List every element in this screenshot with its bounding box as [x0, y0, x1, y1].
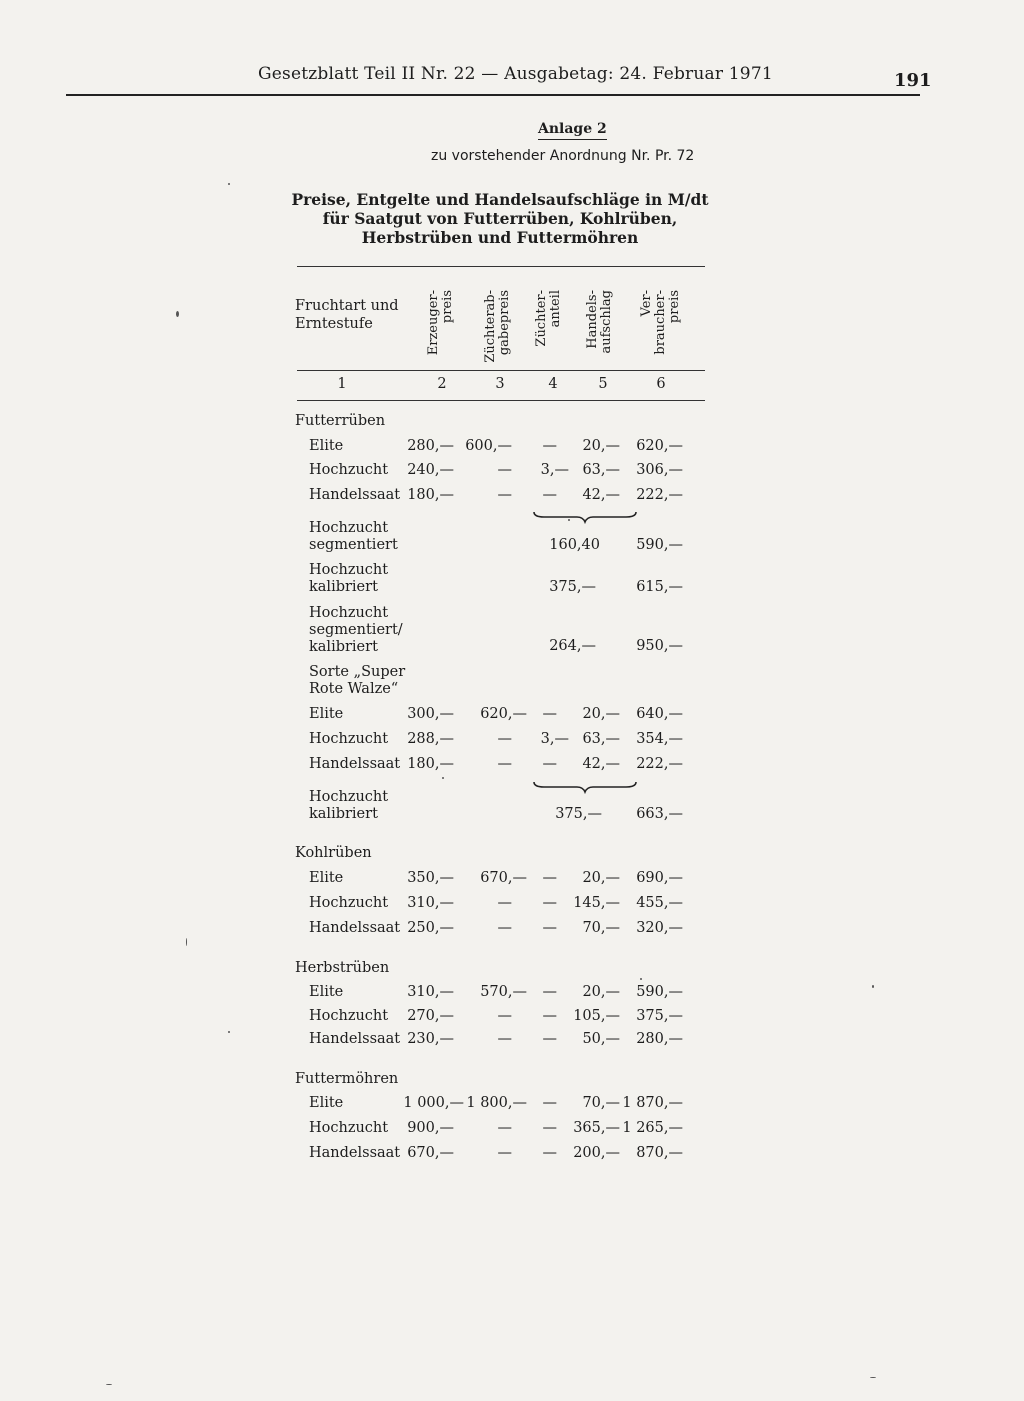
scan-speck: [640, 978, 642, 980]
cell-producer-price: 1 000,—: [403, 1095, 464, 1111]
cell-breeder-share: —: [542, 870, 557, 886]
page-number: 191: [894, 70, 932, 91]
cell-consumer-price: 306,—: [636, 462, 683, 478]
title-line: für Saatgut von Futterrüben, Kohlrüben,: [322, 209, 678, 228]
cell-consumer-price: 375,—: [636, 1008, 683, 1024]
cell-consumer-price: 455,—: [636, 895, 683, 911]
cell-consumer-price: 590,—: [636, 537, 683, 553]
cell-trade-markup: 145,—: [573, 895, 620, 911]
scan-speck: [872, 985, 874, 988]
cell-consumer-price: 354,—: [636, 731, 683, 747]
scan-speck: [228, 1031, 230, 1033]
cell-producer-price: 310,—: [407, 984, 454, 1000]
row-label-combined: Hochzucht kalibriert: [309, 789, 389, 822]
row-label: Handelssaat: [309, 487, 401, 503]
row-label: Elite: [309, 706, 344, 722]
cell-breeder-levy: —: [497, 487, 512, 503]
scan-speck: [176, 311, 179, 317]
cell-combined-value: 375,—: [549, 579, 596, 595]
brace-combined-columns: [532, 510, 638, 524]
scan-speck: [870, 1377, 876, 1378]
cell-breeder-share: —: [542, 706, 557, 722]
cell-breeder-levy: —: [497, 1008, 512, 1024]
brace-combined-columns: [532, 780, 638, 794]
row-label-combined: Hochzucht segmentiert/ kalibriert: [309, 605, 403, 655]
cell-combined-value: 264,—: [549, 638, 596, 654]
column-number: 4: [548, 376, 558, 392]
group-label-kohlrueben: Kohlrüben: [295, 845, 372, 861]
cell-producer-price: 350,—: [407, 870, 454, 886]
cell-breeder-levy: 600,—: [465, 438, 512, 454]
cell-trade-markup: 70,—: [582, 1095, 620, 1111]
cell-breeder-share: —: [542, 1095, 557, 1111]
cell-consumer-price: 590,—: [636, 984, 683, 1000]
cell-consumer-price: 870,—: [636, 1145, 683, 1161]
cell-breeder-share: 3,—: [540, 462, 569, 478]
cell-breeder-share: —: [542, 438, 557, 454]
cell-breeder-levy: 670,—: [480, 870, 527, 886]
cell-producer-price: 280,—: [407, 438, 454, 454]
cell-breeder-share: —: [542, 756, 557, 772]
cell-trade-markup: 42,—: [582, 756, 620, 772]
cell-producer-price: 250,—: [407, 920, 454, 936]
cell-breeder-levy: 1 800,—: [466, 1095, 527, 1111]
cell-breeder-share: 3,—: [540, 731, 569, 747]
cell-trade-markup: 20,—: [582, 870, 620, 886]
column-number: 3: [495, 376, 505, 392]
row-label: Handelssaat: [309, 1031, 401, 1047]
row-label-combined: Hochzucht segmentiert: [309, 520, 398, 553]
cell-trade-markup: 20,—: [582, 706, 620, 722]
cell-trade-markup: 20,—: [582, 438, 620, 454]
cell-producer-price: 240,—: [407, 462, 454, 478]
row-label: Handelssaat: [309, 1145, 401, 1161]
cell-consumer-price: 615,—: [636, 579, 683, 595]
cell-breeder-levy: 570,—: [480, 984, 527, 1000]
annex-reference: zu vorstehender Anordnung Nr. Pr. 72: [431, 148, 695, 164]
cell-producer-price: 270,—: [407, 1008, 454, 1024]
cell-breeder-levy: —: [497, 1145, 512, 1161]
row-label: Elite: [309, 438, 344, 454]
cell-trade-markup: 70,—: [582, 920, 620, 936]
column-header-breeder-share: Züchter- anteil: [534, 290, 563, 347]
cell-breeder-levy: 620,—: [480, 706, 527, 722]
scan-speck: [106, 1384, 112, 1385]
cell-trade-markup: 365,—: [573, 1120, 620, 1136]
cell-breeder-share: —: [542, 920, 557, 936]
cell-breeder-levy: —: [497, 1031, 512, 1047]
row-label: Hochzucht: [309, 895, 389, 911]
cell-breeder-share: —: [542, 1008, 557, 1024]
row-label: Hochzucht: [309, 462, 389, 478]
cell-trade-markup: 20,—: [582, 984, 620, 1000]
cell-consumer-price: 1 265,—: [622, 1120, 683, 1136]
cell-breeder-levy: —: [497, 731, 512, 747]
row-label: Elite: [309, 870, 344, 886]
cell-producer-price: 180,—: [407, 487, 454, 503]
column-header-breeder-levy: Züchterab- gabepreis: [483, 290, 512, 363]
row-label: Hochzucht: [309, 731, 389, 747]
column-number: 1: [337, 376, 347, 392]
column-header-consumer-price: Ver- braucher- preis: [639, 290, 682, 355]
cell-consumer-price: 1 870,—: [622, 1095, 683, 1111]
scan-speck: [568, 519, 570, 521]
header-bottom-rule: [297, 370, 705, 371]
cell-breeder-share: —: [542, 1145, 557, 1161]
annex-label: Anlage 2: [538, 121, 607, 140]
table-title: [280, 190, 720, 247]
column-header-producer-price: Erzeuger- preis: [426, 290, 455, 356]
cell-producer-price: 900,—: [407, 1120, 454, 1136]
cell-combined-value: 375,—: [555, 806, 602, 822]
cell-breeder-levy: —: [497, 462, 512, 478]
row-label-combined: Hochzucht kalibriert: [309, 562, 389, 595]
column-header-crop: Fruchtart und Erntestufe: [295, 298, 399, 332]
cell-breeder-share: —: [542, 984, 557, 1000]
scan-speck: [186, 938, 187, 946]
cell-breeder-share: —: [542, 1120, 557, 1136]
row-label: Hochzucht: [309, 1008, 389, 1024]
row-label: Handelssaat: [309, 756, 401, 772]
group-label-futterrueben: Futterrüben: [295, 413, 386, 429]
cell-trade-markup: 50,—: [582, 1031, 620, 1047]
row-label: Handelssaat: [309, 920, 401, 936]
cell-breeder-share: —: [542, 1031, 557, 1047]
cell-breeder-share: —: [542, 487, 557, 503]
header-rule: [66, 94, 920, 96]
column-number-rule: [297, 400, 705, 401]
cell-producer-price: 670,—: [407, 1145, 454, 1161]
variety-label-super-rote-walze: Sorte „Super Rote Walze“: [309, 664, 406, 697]
table-top-rule: [297, 266, 705, 267]
cell-producer-price: 180,—: [407, 756, 454, 772]
row-label: Elite: [309, 1095, 344, 1111]
cell-producer-price: 288,—: [407, 731, 454, 747]
cell-consumer-price: 663,—: [636, 806, 683, 822]
cell-producer-price: 230,—: [407, 1031, 454, 1047]
title-line: Herbstrüben und Futtermöhren: [361, 228, 639, 247]
column-header-trade-markup: Handels- aufschlag: [585, 290, 614, 354]
cell-breeder-levy: —: [497, 920, 512, 936]
column-number: 2: [437, 376, 447, 392]
cell-trade-markup: 63,—: [582, 731, 620, 747]
cell-breeder-levy: —: [497, 895, 512, 911]
title-line: Preise, Entgelte und Handelsaufschläge in M/dt: [291, 190, 709, 209]
cell-consumer-price: 620,—: [636, 438, 683, 454]
cell-consumer-price: 222,—: [636, 756, 683, 772]
row-label: Elite: [309, 984, 344, 1000]
cell-consumer-price: 950,—: [636, 638, 683, 654]
cell-combined-value: 160,40: [549, 537, 600, 553]
running-head: Gesetzblatt Teil II Nr. 22 — Ausgabetag: 24. Februar 1971: [258, 64, 773, 84]
column-number: 5: [598, 376, 608, 392]
group-label-futtermoehren: Futtermöhren: [295, 1071, 399, 1087]
cell-trade-markup: 200,—: [573, 1145, 620, 1161]
cell-breeder-levy: —: [497, 756, 512, 772]
scan-speck: [228, 183, 230, 185]
cell-consumer-price: 320,—: [636, 920, 683, 936]
cell-trade-markup: 63,—: [582, 462, 620, 478]
cell-trade-markup: 42,—: [582, 487, 620, 503]
cell-producer-price: 310,—: [407, 895, 454, 911]
column-number: 6: [656, 376, 666, 392]
scan-speck: [442, 777, 444, 779]
row-label: Hochzucht: [309, 1120, 389, 1136]
cell-consumer-price: 280,—: [636, 1031, 683, 1047]
cell-consumer-price: 640,—: [636, 706, 683, 722]
cell-breeder-share: —: [542, 895, 557, 911]
cell-producer-price: 300,—: [407, 706, 454, 722]
cell-trade-markup: 105,—: [573, 1008, 620, 1024]
cell-breeder-levy: —: [497, 1120, 512, 1136]
group-label-herbstrueben: Herbstrüben: [295, 960, 390, 976]
cell-consumer-price: 690,—: [636, 870, 683, 886]
cell-consumer-price: 222,—: [636, 487, 683, 503]
